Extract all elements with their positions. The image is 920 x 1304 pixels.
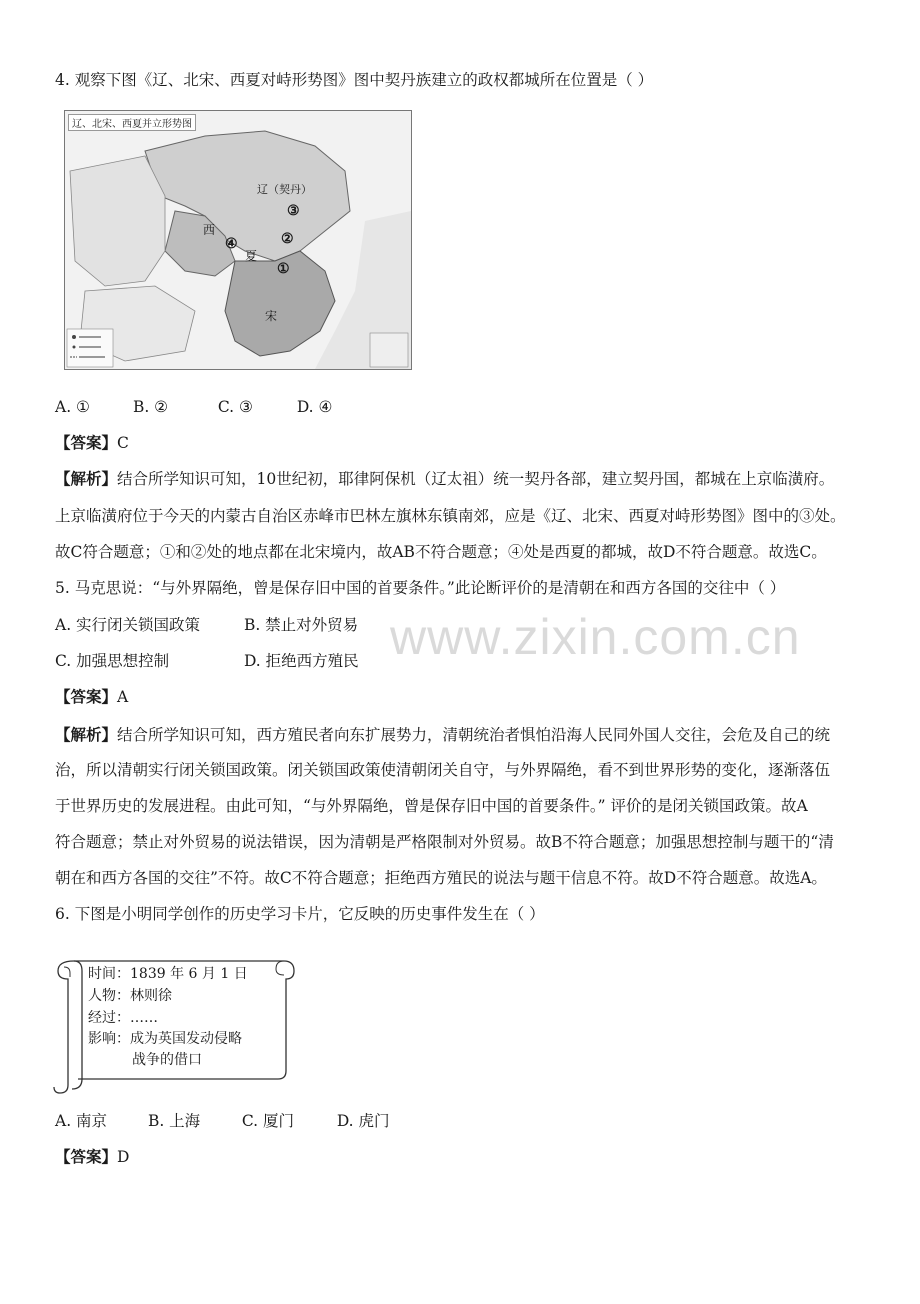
q6-option-d[interactable]: D. 虎门 bbox=[336, 1112, 390, 1130]
card-person: 人物：林则徐 bbox=[88, 988, 172, 1004]
card-process: 经过：…… bbox=[88, 1010, 158, 1026]
q4-answer bbox=[55, 433, 880, 453]
q5-analysis-label: 【解析】 bbox=[55, 725, 118, 744]
q4-analysis-line-3: 故C符合题意；①和②处的地点都在北宋境内，故AB不符合题意；④处是西夏的都城，故D不符合题意。故选C。 bbox=[55, 543, 827, 561]
q5-answer-value: A bbox=[117, 688, 129, 706]
q4-option-a[interactable]: A. ① bbox=[55, 398, 90, 416]
q4-options bbox=[55, 397, 880, 417]
card-impact-line-2: 战争的借口 bbox=[132, 1052, 202, 1068]
q5-question: 5. 马克思说：“与外界隔绝，曾是保存旧中国的首要条件。”此论断评价的是清朝在和西方各国的交往中（ ） bbox=[55, 579, 786, 597]
q4-question: 4. 观察下图《辽、北宋、西夏对峙形势图》图中契丹族建立的政权都城所在位置是（ ） bbox=[55, 71, 654, 89]
q5-analysis-line-2: 治，所以清朝实行闭关锁国政策。闭关锁国政策使清朝闭关自守，与外界隔绝，看不到世界形势的变化，逐渐落伍 bbox=[55, 761, 831, 779]
map-marker-2: ② bbox=[281, 231, 294, 247]
q5-answer bbox=[55, 687, 880, 707]
q5-option-b[interactable]: B. 禁止对外贸易 bbox=[243, 616, 359, 634]
map-label-song: 宋 bbox=[265, 309, 278, 323]
history-study-card bbox=[52, 953, 297, 1095]
q4-option-c[interactable]: C. ③ bbox=[217, 398, 253, 416]
q6-option-c[interactable]: C. 厦门 bbox=[241, 1112, 295, 1130]
q4-analysis-line-1 bbox=[55, 469, 880, 489]
q6-option-a[interactable]: A. 南京 bbox=[55, 1112, 108, 1130]
map-label-liao: 辽（契丹） bbox=[257, 183, 312, 196]
q4-answer-value: C bbox=[117, 434, 129, 452]
map-title: 辽、北宋、西夏并立形势图 bbox=[68, 114, 196, 131]
q6-answer bbox=[55, 1147, 880, 1167]
map-label-xia: 夏 bbox=[245, 249, 258, 263]
q5-option-a[interactable]: A. 实行闭关锁国政策 bbox=[55, 616, 201, 634]
q5-analysis-line-4: 符合题意；禁止对外贸易的说法错误，因为清朝是严格限制对外贸易。故B不符合题意；加强思想控制与题干的“清 bbox=[55, 833, 834, 851]
q5-analysis-line-3: 于世界历史的发展进程。由此可知，“与外界隔绝，曾是保存旧中国的首要条件。” 评价的是闭关锁国政策。故A bbox=[55, 797, 808, 815]
map-label-xi: 西 bbox=[203, 223, 216, 237]
q4-option-b[interactable]: B. ② bbox=[132, 398, 169, 416]
q5-answer-label: 【答案】 bbox=[55, 687, 118, 706]
q5-analysis-line-5: 朝在和西方各国的交往”不符。故C不符合题意；拒绝西方殖民的说法与题干信息不符。故D不符合题意。故选A。 bbox=[55, 869, 827, 887]
q5-analysis-line-1 bbox=[55, 725, 880, 745]
liao-song-xia-map bbox=[64, 110, 412, 370]
q6-options bbox=[55, 1111, 880, 1131]
q6-question: 6. 下图是小明同学创作的历史学习卡片，它反映的历史事件发生在（ ） bbox=[55, 905, 545, 923]
q6-option-b[interactable]: B. 上海 bbox=[147, 1112, 201, 1130]
map-marker-4: ④ bbox=[225, 236, 238, 252]
q6-answer-label: 【答案】 bbox=[55, 1147, 118, 1166]
q6-answer-value: D bbox=[117, 1148, 130, 1166]
watermark: www.zixin.com.cn bbox=[390, 609, 801, 665]
q5-option-d[interactable]: D. 拒绝西方殖民 bbox=[243, 652, 359, 670]
q5-analysis-text-1: 结合所学知识可知，西方殖民者向东扩展势力，清朝统治者惧怕沿海人民同外国人交往，会危及自己的统 bbox=[117, 726, 831, 744]
map-marker-3: ③ bbox=[287, 203, 300, 219]
q4-option-d[interactable]: D. ④ bbox=[296, 398, 333, 416]
q4-analysis-text-1: 结合所学知识可知，10世纪初，耶律阿保机（辽太祖）统一契丹各部，建立契丹国，都城在上京临潢府。 bbox=[117, 470, 835, 488]
q4-analysis-label: 【解析】 bbox=[55, 469, 118, 488]
q4-answer-label: 【答案】 bbox=[55, 433, 118, 452]
map-drawing bbox=[65, 111, 411, 369]
card-impact-line-1: 影响：成为英国发动侵略 bbox=[88, 1031, 242, 1047]
q5-option-c[interactable]: C. 加强思想控制 bbox=[55, 652, 170, 670]
q4-analysis-line-2: 上京临潢府位于今天的内蒙古自治区赤峰市巴林左旗林东镇南郊，应是《辽、北宋、西夏对峙形势图》图中的③处。 bbox=[55, 507, 846, 525]
card-time: 时间：1839 年 6 月 1 日 bbox=[88, 966, 248, 982]
map-marker-1: ① bbox=[277, 261, 290, 277]
